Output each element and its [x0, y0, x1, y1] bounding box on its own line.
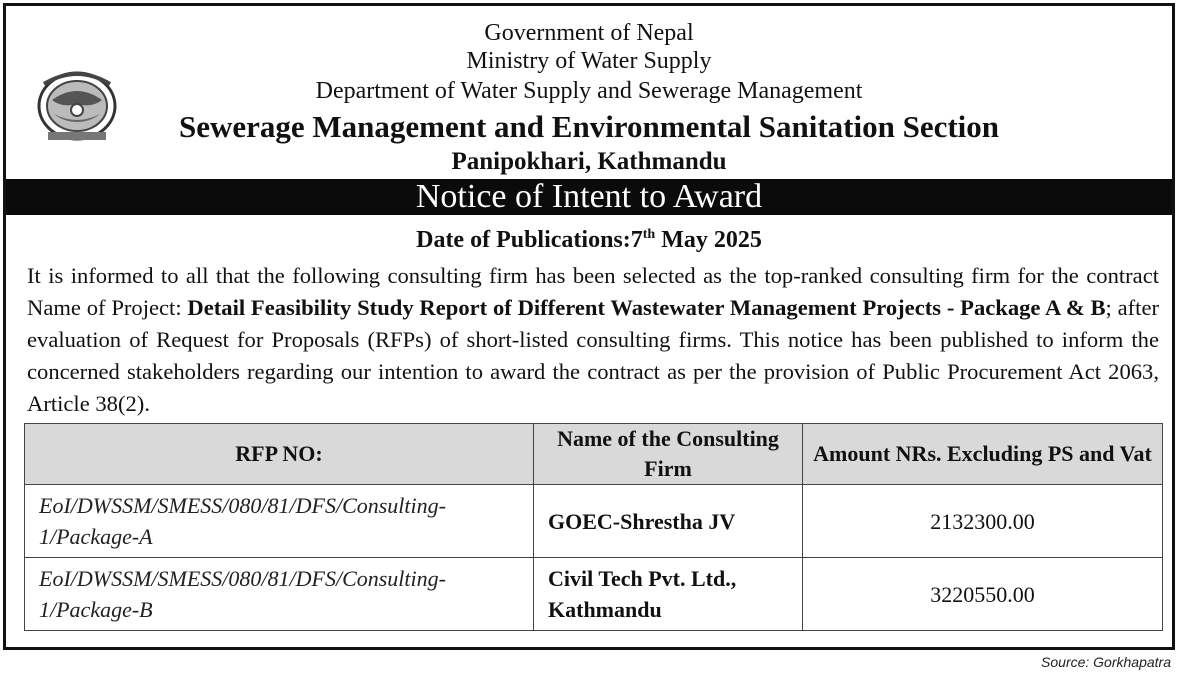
header-amount: Amount NRs. Excluding PS and Vat [803, 424, 1163, 485]
header-government: Government of Nepal [484, 20, 694, 46]
publication-day-suffix: th [642, 227, 656, 242]
header-ministry: Ministry of Water Supply [466, 48, 712, 74]
header-rfp-no: RFP NO: [25, 424, 534, 485]
source-credit: Source: Gorkhapatra [1041, 654, 1171, 670]
header-location: Panipokhari, Kathmandu [451, 148, 727, 175]
body-intro: It is informed to all that the following consulting firm has been selected as the top-ranked consulting firm for the contract Name of Project: [27, 263, 1159, 320]
firm-name: Civil Tech Pvt. Ltd., Kathmandu [534, 558, 803, 631]
publication-date [6, 227, 1172, 254]
header-section: Sewerage Management and Environmental Sanitation Section [178, 109, 1000, 144]
firm-name: GOEC-Shrestha JV [534, 485, 803, 558]
rfp-number: EoI/DWSSM/SMESS/080/81/DFS/Consulting-1/Package-A [25, 485, 534, 558]
publication-month-year: May 2025 [661, 227, 762, 253]
header-firm-name: Name of the Consulting Firm [534, 424, 803, 485]
body-rest: ; after evaluation of Request for Proposals (RFPs) of short-listed consulting firms. This notice has been published to inform the concerned stakeholders regarding our intention to award the contract as per the provision of Public Procurement Act 2063, Article 38(2). [27, 295, 1159, 416]
table-row [25, 485, 1163, 558]
award-table [24, 423, 1163, 631]
table-header-row [25, 424, 1163, 485]
table-row [25, 558, 1163, 631]
award-amount: 3220550.00 [803, 558, 1163, 631]
notice-title-banner: Notice of Intent to Award [6, 179, 1172, 215]
publication-date-label: Date of Publications: [416, 227, 631, 253]
publication-day: 7 [630, 227, 643, 253]
notice-body [27, 260, 1159, 420]
notice-frame [3, 3, 1175, 650]
rfp-number: EoI/DWSSM/SMESS/080/81/DFS/Consulting-1/Package-B [25, 558, 534, 631]
project-name: Detail Feasibility Study Report of Different Wastewater Management Projects - Package A & B [187, 295, 1106, 320]
award-amount: 2132300.00 [803, 485, 1163, 558]
header-department: Department of Water Supply and Sewerage Management [315, 78, 863, 104]
